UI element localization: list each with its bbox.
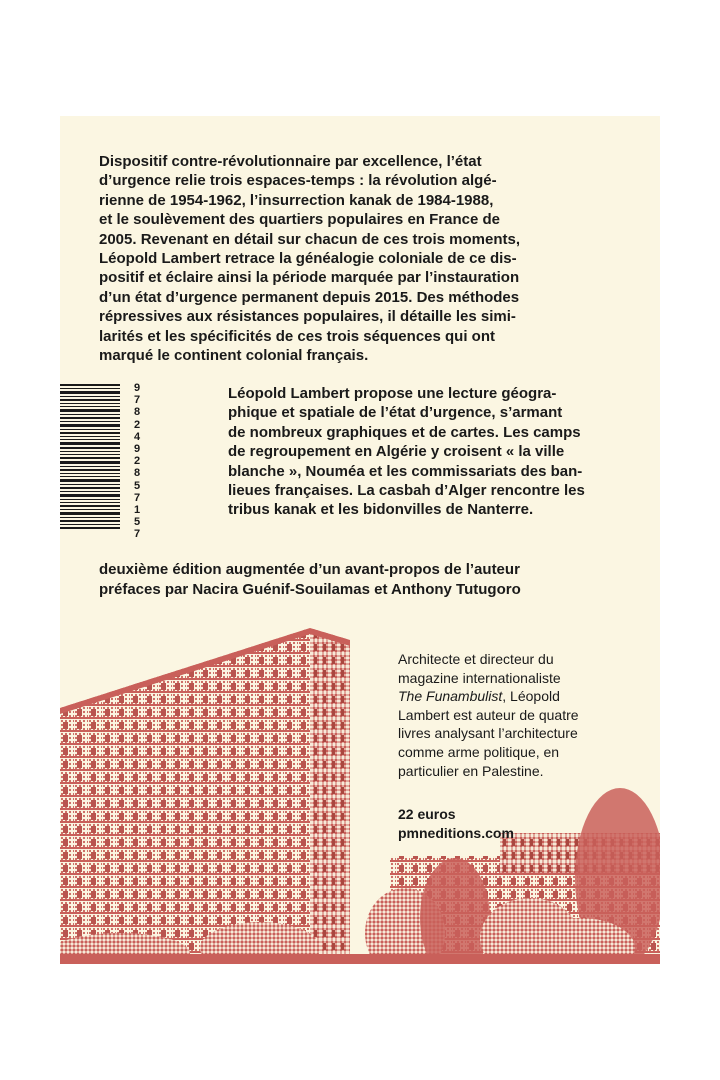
bio-line: Architecte et directeur du [398, 651, 554, 667]
price: 22 euros [398, 806, 456, 822]
isbn-digit: 5 [133, 516, 141, 529]
edition-line: deuxième édition augmentée d’un avant-propos de l’auteur [99, 561, 520, 578]
bio-line: Lambert est auteur de quatre [398, 706, 579, 723]
isbn-digit: 7 [133, 394, 141, 407]
barcode [60, 384, 120, 529]
isbn-digit: 4 [133, 430, 141, 443]
second-line: de nombreux graphiques et de cartes. Les camps [228, 423, 581, 441]
edition-line: préfaces par Nacira Guénif-Souilamas et Anthony Tutugoro [99, 581, 521, 598]
isbn-digit: 9 [133, 382, 141, 394]
intro-line: rienne de 1954-1962, l’insurrection kanak de 1984-1988, [99, 191, 494, 209]
intro-line: d’urgence relie trois espaces-temps : la révolution algé- [99, 172, 497, 190]
isbn-number [130, 382, 144, 541]
second-line: de regroupement en Algérie y croisent « la ville [228, 443, 565, 461]
isbn-digit: 1 [133, 504, 141, 517]
isbn-digit: 8 [133, 406, 141, 419]
second-line: phique et spatiale de l’état d’urgence, s’armant [228, 404, 563, 422]
bio-line: magazine internationaliste [398, 669, 561, 686]
isbn-digit: 2 [133, 418, 141, 431]
isbn-digit: 8 [133, 467, 141, 480]
bio-line [398, 687, 648, 706]
isbn-digit: 2 [133, 455, 141, 468]
isbn-digit: 7 [133, 491, 141, 504]
intro-paragraph [99, 152, 624, 365]
second-line: blanche », Nouméa et les commissariats des ban- [228, 462, 583, 480]
publisher-website: pmneditions.com [398, 825, 514, 841]
isbn-digit: 9 [133, 443, 141, 456]
second-line: lieues françaises. La casbah d’Alger rencontre les [228, 482, 585, 500]
isbn-digit: 7 [133, 528, 141, 541]
intro-line: d’un état d’urgence permanent depuis 2015. Des méthodes [99, 288, 520, 306]
intro-line: Léopold Lambert retrace la généalogie coloniale de ce dis- [99, 250, 517, 268]
intro-line: répressives aux résistances populaires, il détaille les simi- [99, 308, 516, 326]
intro-line: et le soulèvement des quartiers populaires en France de [99, 211, 500, 229]
second-line: Léopold Lambert propose une lecture géogra- [228, 385, 557, 402]
bio-line: particulier en Palestine. [398, 762, 544, 779]
intro-line: positif et éclaire ainsi la période marquée par l’instauration [99, 269, 520, 287]
bio-line: livres analysant l’architecture [398, 725, 578, 742]
intro-line: Dispositif contre-révolutionnaire par excellence, l’état [99, 153, 482, 170]
author-bio [398, 650, 648, 780]
isbn-digit: 5 [133, 479, 141, 492]
magazine-title: The Funambulist [398, 688, 503, 705]
bio-line-rest: , Léopold [502, 688, 560, 705]
edition-credits [99, 560, 619, 600]
intro-line: marqué le continent colonial français. [99, 347, 369, 365]
bio-line: comme arme politique, en [398, 743, 560, 760]
price-block [398, 805, 648, 843]
intro-line: larités et les spécificités de ces trois séquences qui ont [99, 327, 495, 345]
second-line: tribus kanak et les bidonvilles de Nanterre. [228, 501, 534, 519]
back-cover [60, 116, 660, 964]
second-paragraph [228, 384, 628, 520]
intro-line: 2005. Revenant en détail sur chacun de ces trois moments, [99, 230, 520, 248]
